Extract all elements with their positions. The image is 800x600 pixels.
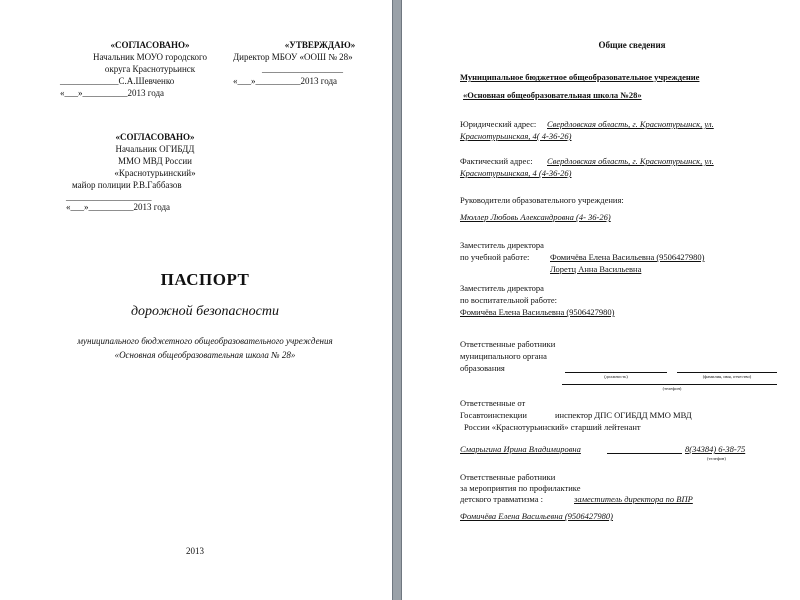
deputy-edu-label1: Заместитель директора: [460, 283, 544, 293]
title-page: [0, 0, 392, 600]
organization-line1: муниципального бюджетного общеобразовательного учреждения: [77, 336, 333, 346]
agree1-position-line1: Начальник МОУО городского: [93, 52, 207, 62]
position-blank-line: [565, 372, 667, 373]
responsible-municipal-label1: Ответственные работники: [460, 339, 556, 349]
responsible-prevention-label3: детского травматизма :: [460, 494, 543, 504]
deputy-edu-value: Фомичёва Елена Васильевна (9506427980): [460, 307, 615, 317]
responsible-gai-name: Смарыгина Ирина Владимировна: [460, 444, 581, 454]
page-gutter: [392, 0, 402, 600]
deputy-edu-label2: по воспитательной работе:: [460, 295, 557, 305]
position-caption: (должность): [604, 374, 628, 379]
agree2-signature: ___________________: [66, 192, 152, 202]
responsible-municipal-label2: муниципального органа: [460, 351, 547, 361]
deputy-study-label1: Заместитель директора: [460, 240, 544, 250]
phone-caption: (телефон): [662, 386, 682, 391]
actual-address-value2: Краснотурьинская, 4 (4-36-26): [460, 168, 572, 178]
deputy-study-value1: Фомичёва Елена Васильевна (9506427980): [550, 252, 705, 262]
responsible-gai-phone-caption: (телефон): [707, 456, 726, 461]
approve-signature: __________________: [262, 64, 343, 74]
responsible-gai-label1: Ответственные от: [460, 398, 526, 408]
agree2-position-line1: Начальник ОГИБДД: [115, 144, 195, 154]
gai-name-underline: [607, 453, 682, 454]
document-year: 2013: [186, 546, 204, 556]
document-title: ПАСПОРТ: [160, 270, 250, 289]
legal-address-label: Юридический адрес:: [460, 119, 537, 129]
responsible-prevention-label2: за мероприятия по профилактике: [460, 483, 581, 493]
institution-line2: «Основная общеобразовательная школа №28»: [463, 90, 642, 100]
agree2-position-line2: ММО МВД России: [118, 156, 192, 166]
approve-date: «___»__________2013 года: [233, 76, 338, 86]
responsible-prevention-name: Фомичёва Елена Васильевна (9506427980): [460, 511, 613, 521]
approve-position: Директор МБОУ «ООШ № 28»: [233, 52, 353, 62]
phone-blank-line: [562, 384, 777, 385]
agree1-date: «___»__________2013 года: [60, 88, 165, 98]
actual-address-label: Фактический адрес:: [460, 156, 533, 166]
responsible-gai-position1: инспектор ДПС ОГИБДД ММО МВД: [555, 410, 692, 420]
actual-address-value1: Свердловская область, г. Краснотурьинск, ул.: [547, 156, 714, 166]
agree2-date: «___»__________2013 года: [66, 202, 171, 212]
responsible-gai-position2: России «Краснотурьинский» старший лейтенант: [464, 422, 641, 432]
deputy-study-label2: по учебной работе:: [460, 252, 530, 262]
responsible-municipal-label3: образования: [460, 363, 505, 373]
deputy-study-value2: Лоретц Анна Васильевна: [550, 264, 642, 274]
head-value: Мюллер Любовь Александровна (4- 36-26): [460, 212, 611, 222]
organization-line2: «Основная общеобразовательная школа № 28»: [114, 350, 296, 360]
legal-address-value1: Свердловская область, г. Краснотурьинск, ул.: [547, 119, 714, 129]
name-caption: (фамилия, имя, отчество): [702, 374, 752, 379]
head-label: Руководители образовательного учреждения:: [460, 195, 624, 205]
agree1-heading: «СОГЛАСОВАНО»: [110, 40, 190, 50]
legal-address-value2: Краснотурьинская, 4( 4-36-26): [460, 131, 572, 141]
responsible-gai-label2: Госавтоинспекции: [460, 410, 527, 420]
agree2-heading: «СОГЛАСОВАНО»: [115, 132, 195, 142]
section-heading: Общие сведения: [598, 40, 666, 50]
responsible-gai-phone: 8(34384) 6-38-75: [685, 444, 746, 454]
institution-line1: Муниципальное бюджетное общеобразовательное учреждение: [460, 72, 700, 82]
responsible-prevention-position: заместитель директора по ВПР: [574, 494, 693, 504]
agree1-position-line2: округа Краснотурьинск: [104, 64, 196, 74]
name-blank-line: [677, 372, 777, 373]
approve-heading: «УТВЕРЖДАЮ»: [284, 40, 356, 50]
document-subtitle: дорожной безопасности: [130, 304, 280, 319]
info-page: [402, 0, 800, 600]
agree2-position-line3: «Краснотурьинский»: [114, 168, 196, 178]
agree2-rank-name: майор полиции Р.В.Габбазов: [72, 180, 182, 190]
responsible-prevention-label1: Ответственные работники: [460, 472, 556, 482]
agree1-signature: _____________С.А.Шевченко: [60, 76, 175, 86]
